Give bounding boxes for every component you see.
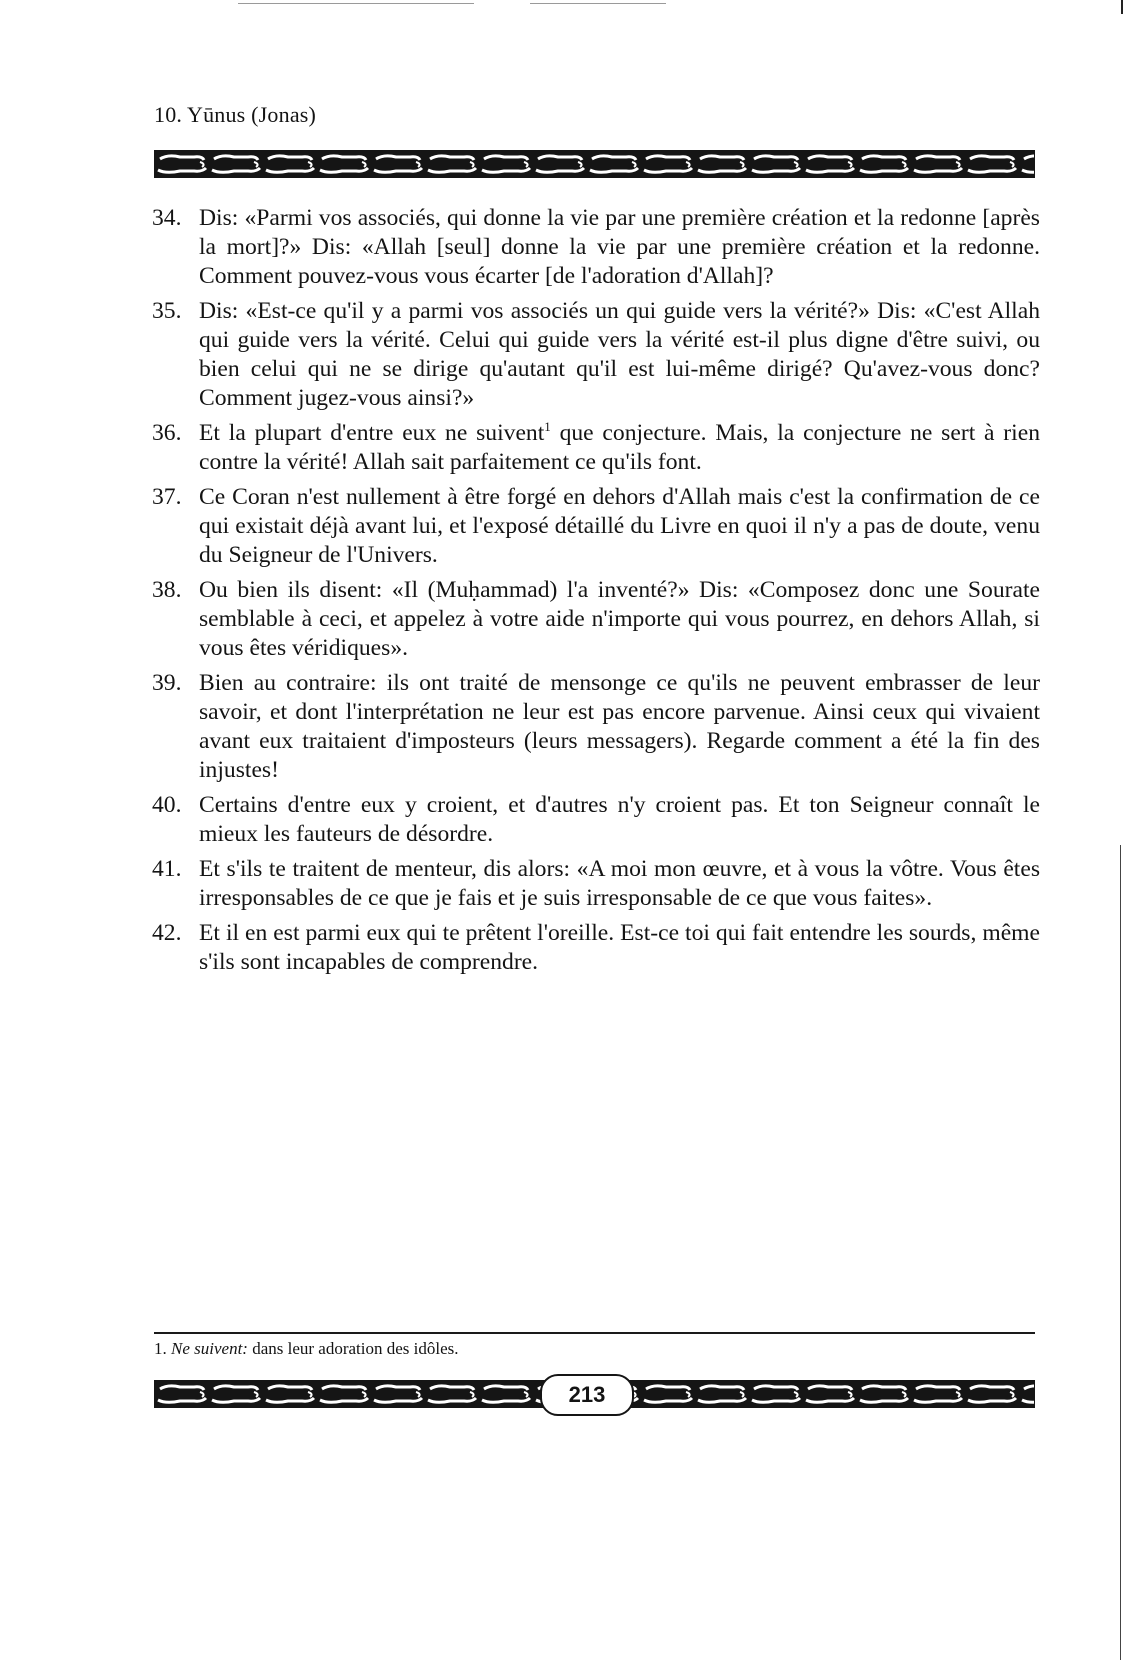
verse-41 [152, 855, 1040, 913]
footnote-term: Ne suivent: [171, 1339, 248, 1358]
verse-number: 36. [152, 420, 182, 446]
verse-40 [152, 791, 1040, 849]
verse-text: Certains d'entre eux y croient, et d'autres n'y croient pas. Et ton Seigneur connaît le mieux les fauteurs de désordre. [199, 792, 1040, 847]
footnote-divider [154, 1332, 1035, 1334]
verse-text-before-footnote: Et la plupart d'entre eux ne suivent [199, 420, 545, 446]
verse-number: 34. [152, 205, 182, 231]
verse-text-after-footnote: que conjecture. Mais, la conjecture ne sert à rien contre la vérité! Allah sait parfaitement ce qu'ils font. [199, 420, 1040, 475]
verse-37 [152, 483, 1040, 570]
verse-34 [152, 204, 1040, 291]
corner-mark [1121, 0, 1123, 14]
verse-number: 37. [152, 484, 182, 510]
verse-number: 39. [152, 670, 182, 696]
footnote-text: dans leur adoration des idôles. [247, 1339, 459, 1358]
verse-text: Dis: «Est-ce qu'il y a parmi vos associés un qui guide vers la vérité?» Dis: «C'est Allah qui guide vers la vérité. Celui qui guide vers la vérité est-il plus digne d'être suivi, ou bien celui qui ne se dirige qu'autant qu'il est lui-même dirigé? Qu'avez-vous donc? Comment jugez-vous ainsi?» [199, 298, 1040, 411]
verse-number: 35. [152, 298, 182, 324]
verse-number: 41. [152, 856, 182, 882]
verse-39 [152, 669, 1040, 785]
page-number: 213 [540, 1374, 634, 1416]
chain-ornament-icon [154, 150, 1035, 178]
footnote-reference: 1 [544, 419, 551, 434]
verse-35 [152, 297, 1040, 413]
verse-text: Dis: «Parmi vos associés, qui donne la vie par une première création et la redonne [après la mort]?» Dis: «Allah [seul] donne la vie par une première création et la redonne. Comment pouvez-vous vous écarter [de l'adoration d'Allah]? [199, 205, 1040, 289]
footnote-number: 1. [154, 1339, 167, 1358]
verse-38 [152, 576, 1040, 663]
verse-number: 38. [152, 577, 182, 603]
verse-number: 40. [152, 792, 182, 818]
verse-text: Bien au contraire: ils ont traité de mensonge ce qu'ils ne peuvent embrasser de leur savoir, et dont l'interprétation ne leur est pas encore parvenue. Ainsi ceux qui vivaient avant eux traitaient d'imposteurs (leurs messagers). Regarde comment a été la fin des injustes! [199, 670, 1040, 783]
verse-42 [152, 919, 1040, 977]
verse-text: Et s'ils te traitent de menteur, dis alors: «A moi mon œuvre, et à vous la vôtre. Vous êtes irresponsables de ce que je fais et je suis irresponsable de ce que vous faites». [199, 856, 1040, 911]
top-margin-rule-right [530, 3, 666, 4]
verse-36 [152, 419, 1040, 477]
verse-text: Ou bien ils disent: «Il (Muḥammad) l'a inventé?» Dis: «Composez donc une Sourate semblable à ceci, et appelez à votre aide n'importe qui vous pourrez, en dehors Allah, si vous êtes véridiques». [199, 577, 1040, 661]
footnote [154, 1339, 459, 1359]
top-ornament-band [154, 150, 1035, 178]
verse-text: Ce Coran n'est nullement à être forgé en dehors d'Allah mais c'est la confirmation de ce qui existait déjà avant lui, et l'exposé détaillé du Livre en quoi il n'y a pas de doute, venu du Seigneur de l'Univers. [199, 484, 1040, 568]
verse-text: Et il en est parmi eux qui te prêtent l'oreille. Est-ce toi qui fait entendre les sourds, même s'ils sont incapables de comprendre. [199, 920, 1040, 975]
top-margin-rule-left [238, 3, 474, 4]
verse-number: 42. [152, 920, 182, 946]
page-edge-line [1120, 845, 1121, 1660]
verse-list [152, 204, 1040, 983]
running-header: 10. Yūnus (Jonas) [154, 102, 317, 127]
